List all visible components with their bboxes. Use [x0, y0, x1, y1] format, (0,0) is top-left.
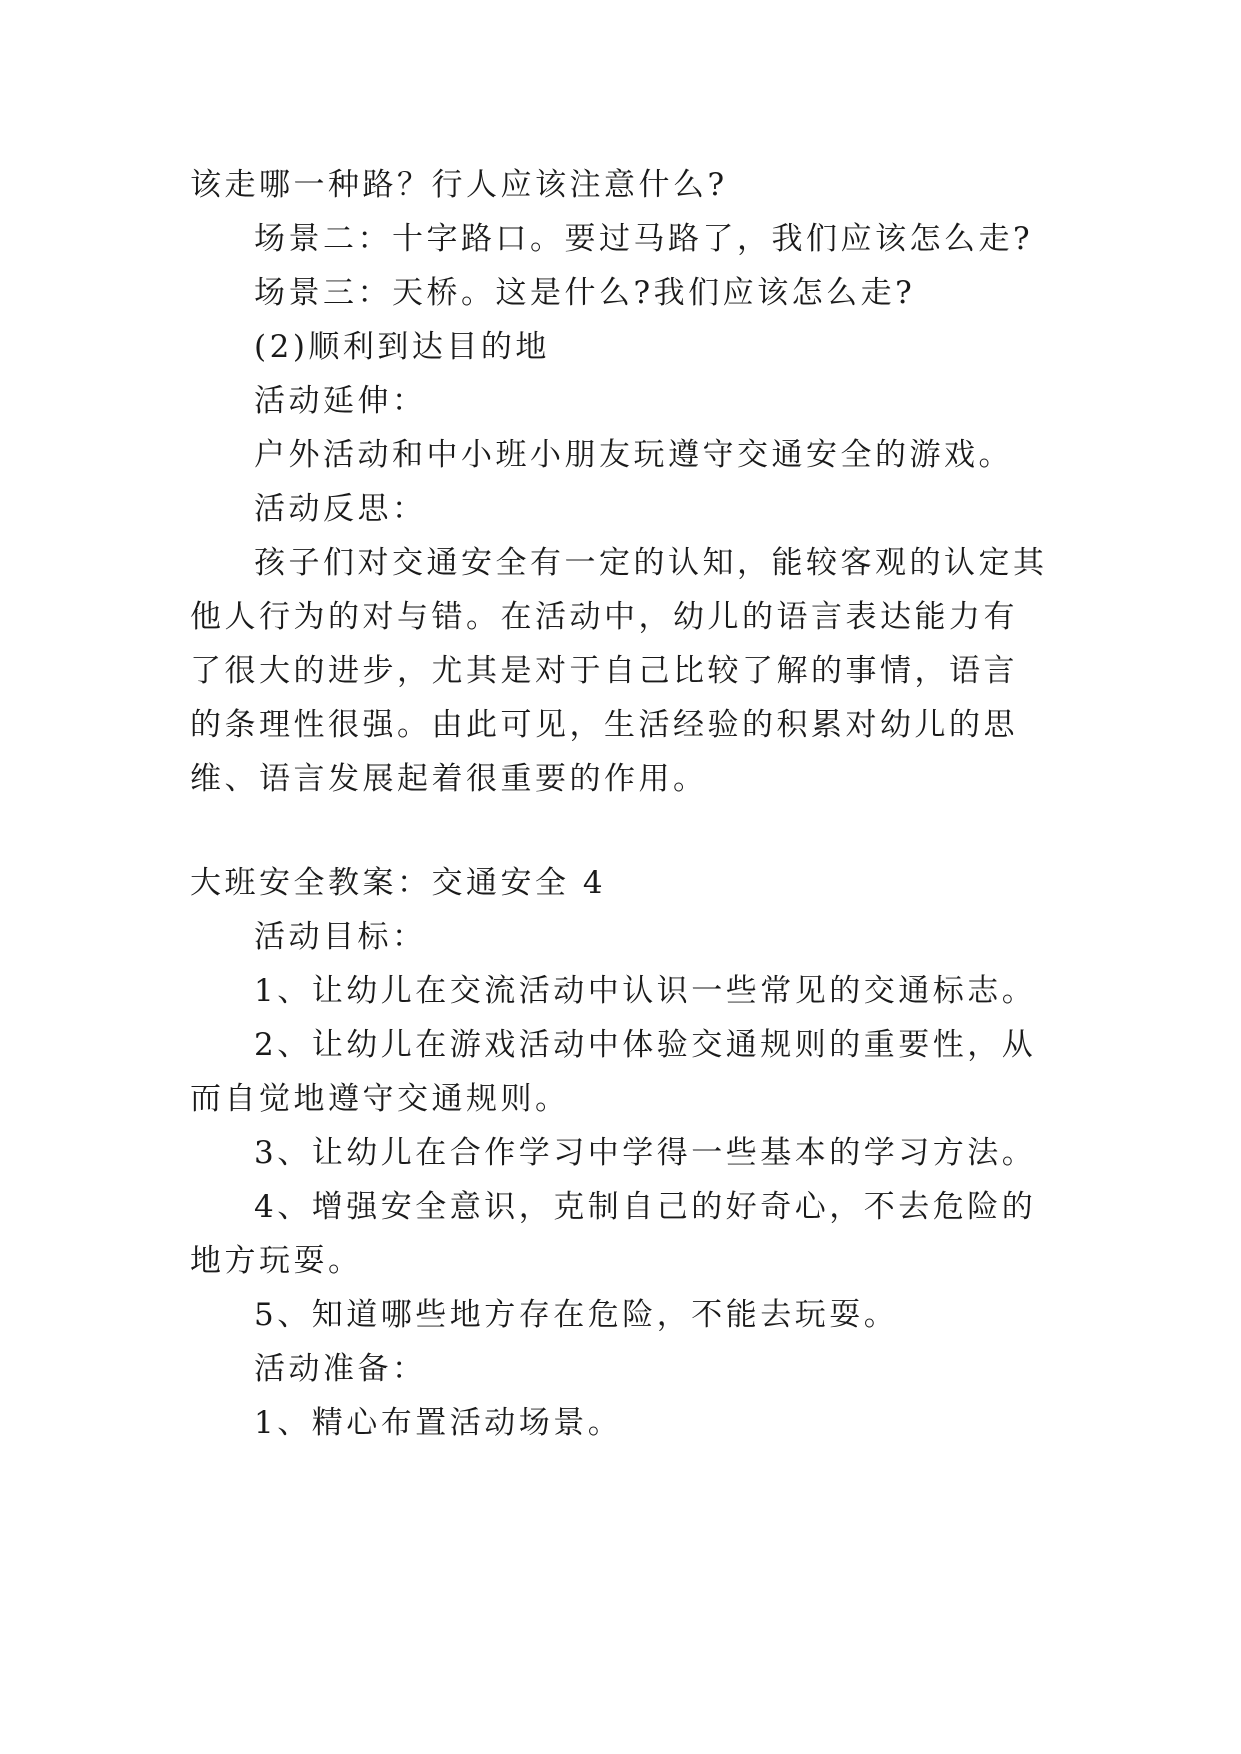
paragraph: 孩子们对交通安全有一定的认知，能较客观的认定其他人行为的对与错。在活动中，幼儿的语言表达能力有了很大的进步，尤其是对于自己比较了解的事情，语言的条理性很强。由此可见，生活经验的积累对幼儿的思维、语言发展起着很重要的作用。	[190, 545, 1048, 797]
section-heading: 大班安全教案：交通安全 4	[190, 865, 607, 901]
document-body	[190, 158, 1050, 1450]
list-item: 3、让幼儿在合作学习中学得一些基本的学习方法。	[254, 1135, 1037, 1171]
paragraph-label: 活动延伸：	[254, 383, 427, 419]
paragraph: 该走哪一种路？行人应该注意什么?	[190, 167, 728, 203]
paragraph: 场景二：十字路口。要过马路了，我们应该怎么走?	[254, 221, 1034, 257]
section-gap	[190, 806, 1050, 856]
paragraph: (2)顺利到达目的地	[254, 329, 550, 365]
paragraph: 户外活动和中小班小朋友玩遵守交通安全的游戏。	[254, 437, 1013, 473]
list-item: 1、让幼儿在交流活动中认识一些常见的交通标志。	[254, 973, 1037, 1009]
list-item: 2、让幼儿在游戏活动中体验交通规则的重要性，从而自觉地遵守交通规则。	[190, 1027, 1037, 1117]
paragraph-label: 活动准备：	[254, 1351, 427, 1387]
paragraph-label: 活动目标：	[254, 919, 427, 955]
list-item: 5、知道哪些地方存在危险，不能去玩耍。	[254, 1297, 899, 1333]
paragraph-label: 活动反思：	[254, 491, 427, 527]
list-item: 1、精心布置活动场景。	[254, 1405, 623, 1441]
list-item: 4、增强安全意识，克制自己的好奇心，不去危险的地方玩耍。	[190, 1189, 1037, 1279]
paragraph: 场景三：天桥。这是什么?我们应该怎么走?	[254, 275, 916, 311]
